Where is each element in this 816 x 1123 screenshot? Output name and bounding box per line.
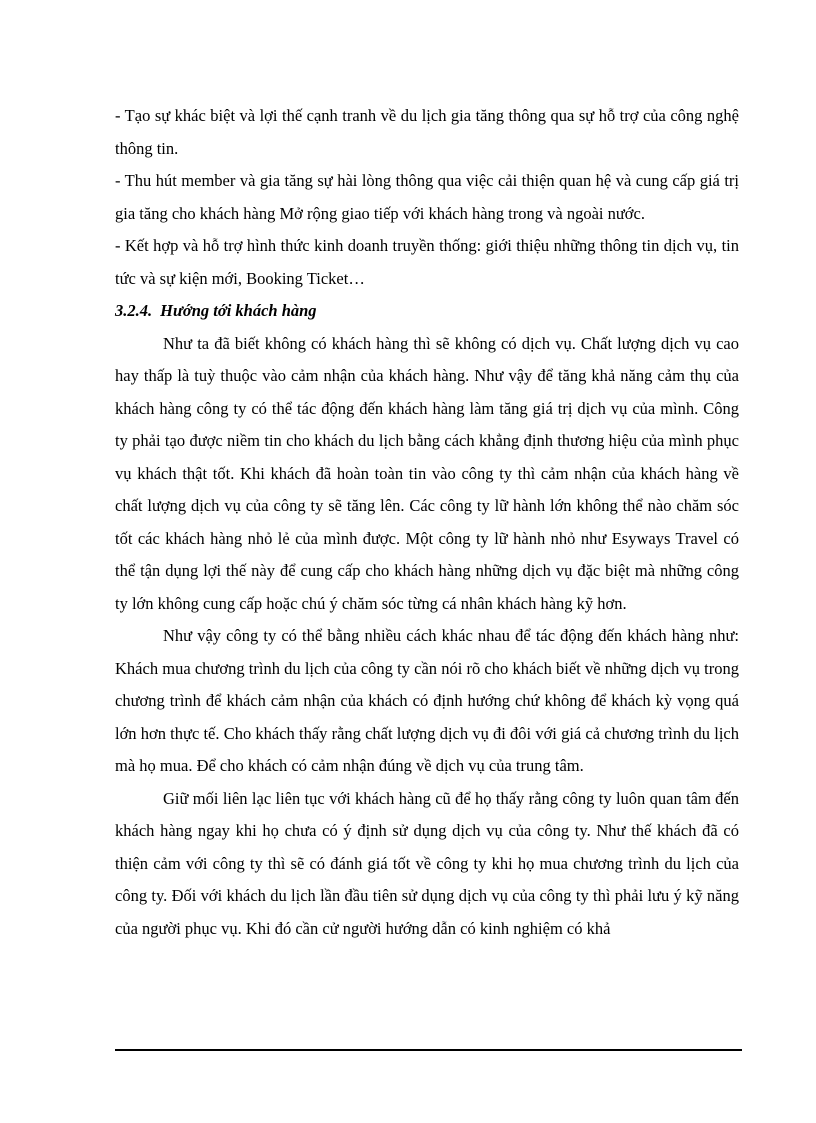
bullet-item: - Tạo sự khác biệt và lợi thế cạnh tranh về du lịch gia tăng thông qua sự hỗ trợ của công nghệ thông tin. xyxy=(115,106,739,158)
bullet-item: - Thu hút member và gia tăng sự hài lòng thông qua việc cải thiện quan hệ và cung cấp giá trị gia tăng cho khách hàng Mở rộng giao tiếp với khách hàng trong và ngoài nước. xyxy=(115,171,739,223)
section-heading xyxy=(115,295,739,328)
footer-rule xyxy=(115,1049,742,1051)
body-paragraph: Giữ mối liên lạc liên tục với khách hàng cũ để họ thấy rằng công ty luôn quan tâm đến khách hàng ngay khi họ chưa có ý định sử dụng dịch vụ của công ty. Như thế khách đã có thiện cảm với công ty thì sẽ có đánh giá tốt về công ty khi họ mua chương trình du lịch của công ty. Đối với khách du lịch lần đầu tiên sử dụng dịch vụ của công ty thì phải lưu ý kỹ năng của người phục vụ. Khi đó cần cử người hướng dẫn có kinh nghiệm có khả xyxy=(115,788,739,938)
bullet-item: - Kết hợp và hỗ trợ hình thức kinh doanh truyền thống: giới thiệu những thông tin dịch vụ, tin tức và sự kiện mới, Booking Ticket… xyxy=(115,236,739,288)
section-title: Hướng tới khách hàng xyxy=(160,301,317,320)
document-body xyxy=(115,100,739,945)
body-paragraph: Như vậy công ty có thể bằng nhiều cách khác nhau để tác động đến khách hàng như: Khách mua chương trình du lịch của công ty cần nói rõ cho khách biết về những dịch vụ trong chương trình để khách cảm nhận của khách có định hướng chứ không để khách kỳ vọng quá lớn hơn thực tế. Cho khách thấy rằng chất lượng dịch vụ đi đôi với giá cả chương trình du lịch mà họ mua. Để cho khách có cảm nhận đúng về dịch vụ của trung tâm. xyxy=(115,626,739,775)
section-number: 3.2.4. xyxy=(115,301,153,320)
body-paragraph: Như ta đã biết không có khách hàng thì sẽ không có dịch vụ. Chất lượng dịch vụ cao hay thấp là tuỳ thuộc vào cảm nhận của khách hàng. Như vậy để tăng khả năng cảm thụ của khách hàng công ty có thể tác động đến khách hàng làm tăng giá trị dịch vụ của mình. Công ty phải tạo được niềm tin cho khách du lịch bằng cách khẳng định thương hiệu của mình phục vụ khách thật tốt. Khi khách đã hoàn toàn tin vào công ty thì cảm nhận của khách hàng về chất lượng dịch vụ của công ty sẽ tăng lên. Các công ty lữ hành lớn không thể nào chăm sóc tốt các khách hàng nhỏ lẻ của mình được. Một công ty lữ hành nhỏ như Esyways Travel có thể tận dụng lợi thế này để cung cấp cho khách hàng những dịch vụ đặc biệt mà những công ty lớn không cung cấp hoặc chú ý chăm sóc từng cá nhân khách hàng kỹ hơn. xyxy=(115,333,739,613)
